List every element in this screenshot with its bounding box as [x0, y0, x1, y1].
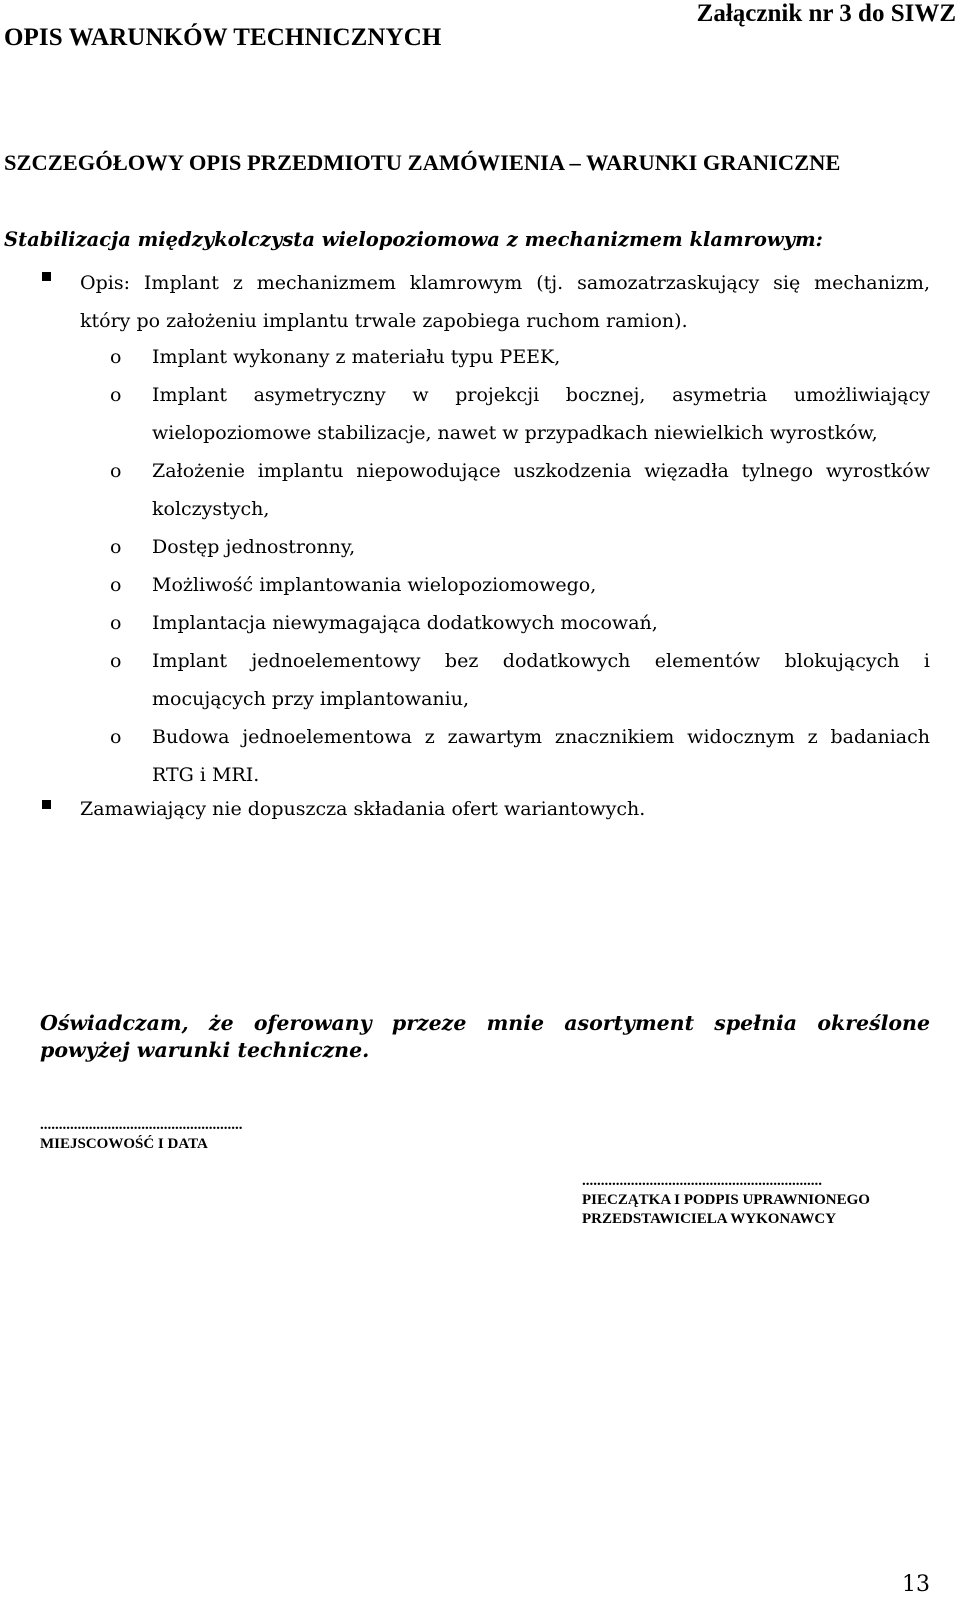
bullet-description-line2: który po założeniu implantu trwale zapobiega ruchom ramion).: [80, 310, 688, 332]
circle-bullet-icon: o: [110, 726, 122, 748]
list-item-text: Implantacja niewymagająca dodatkowych mocowań,: [152, 612, 658, 634]
list-item: [110, 376, 930, 452]
circle-bullet-icon: o: [110, 574, 122, 596]
signature-label-line2: PRZEDSTAWICIELA WYKONAWCY: [582, 1211, 837, 1227]
square-bullet-icon: [42, 272, 51, 281]
list-item-text: Założenie implantu niepowodujące uszkodzenia więzadła tylnego wyrostków kolczystych,: [152, 460, 930, 520]
circle-bullet-icon: o: [110, 650, 122, 672]
document-title: OPIS WARUNKÓW TECHNICZNYCH: [4, 24, 442, 51]
list-item: [110, 338, 930, 376]
list-item-text: Możliwość implantowania wielopoziomowego,: [152, 574, 597, 596]
signature-label: MIEJSCOWOŚĆ I DATA: [40, 1136, 208, 1152]
page-number: 13: [902, 1572, 930, 1597]
signature-label-line1: PIECZĄTKA I PODPIS UPRAWNIONEGO: [582, 1192, 870, 1208]
subtitle: SZCZEGÓŁOWY OPIS PRZEDMIOTU ZAMÓWIENIA – WARUNKI GRANICZNE: [4, 150, 841, 175]
variant-offers-note: Zamawiający nie dopuszcza składania ofert wariantowych.: [80, 798, 646, 820]
declaration: Oświadczam, że oferowany przeze mnie asortyment spełnia określone powyżej warunki techniczne.: [40, 1011, 930, 1062]
signature-dots: ................................................................: [582, 1173, 822, 1189]
list-item-text: Implant wykonany z materiału typu PEEK,: [152, 346, 561, 368]
bullet-description: [80, 264, 930, 340]
list-item: [110, 566, 930, 604]
list-item: [110, 604, 930, 642]
list-item: [110, 528, 930, 566]
list-item: [110, 718, 930, 794]
circle-bullet-icon: o: [110, 460, 122, 482]
circle-bullet-icon: o: [110, 536, 122, 558]
circle-bullet-icon: o: [110, 346, 122, 368]
signature-place-date: [40, 1116, 243, 1154]
circle-bullet-icon: o: [110, 612, 122, 634]
section-title: Stabilizacja międzykolczysta wielopoziomowa z mechanizmem klamrowym:: [4, 228, 823, 251]
signature-stamp: [582, 1172, 870, 1229]
bullet-description-line1: Opis: Implant z mechanizmem klamrowym (tj. samozatrzaskujący się mechanizm,: [80, 272, 930, 294]
requirements-list: [110, 338, 930, 794]
list-item-text: Implant jednoelementowy bez dodatkowych elementów blokujących i mocujących przy implantowaniu,: [152, 650, 930, 710]
list-item: [110, 642, 930, 718]
list-item-text: Dostęp jednostronny,: [152, 536, 356, 558]
list-item-text: Budowa jednoelementowa z zawartym znacznikiem widocznym z badaniach RTG i MRI.: [152, 726, 930, 786]
circle-bullet-icon: o: [110, 384, 122, 406]
list-item: [110, 452, 930, 528]
signature-dots: ......................................................: [40, 1117, 243, 1133]
attachment-label: Załącznik nr 3 do SIWZ: [696, 0, 956, 27]
list-item-text: Implant asymetryczny w projekcji bocznej, asymetria umożliwiający wielopoziomowe stabilizacje, nawet w przypadkach niewielkich wyrostków,: [152, 384, 930, 444]
square-bullet-icon: [42, 800, 51, 809]
